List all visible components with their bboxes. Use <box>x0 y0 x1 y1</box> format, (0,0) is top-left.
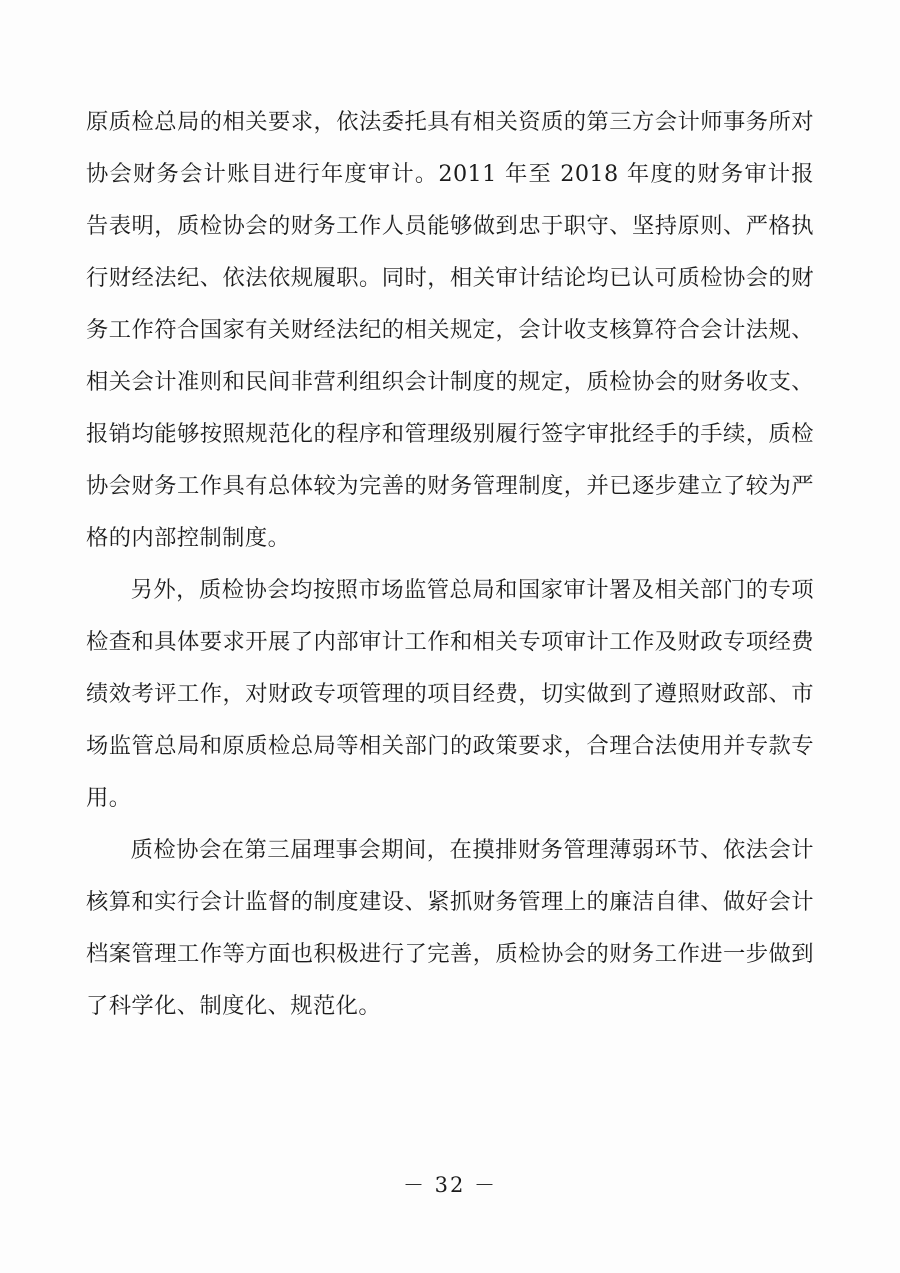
page-number: － 32 － <box>402 1173 498 1197</box>
page-content <box>86 96 814 1032</box>
paragraph-3: 质检协会在第三届理事会期间，在摸排财务管理薄弱环节、依法会计核算和实行会计监督的制度建设、紧抓财务管理上的廉洁自律、做好会计档案管理工作等方面也积极进行了完善，质检协会的财务工作进一步做到了科学化、制度化、规范化。 <box>86 837 814 1019</box>
paragraph-2: 另外，质检协会均按照市场监管总局和国家审计署及相关部门的专项检查和具体要求开展了内部审计工作和相关专项审计工作及财政专项经费绩效考评工作，对财政专项管理的项目经费，切实做到了遵照财政部、市场监管总局和原质检总局等相关部门的政策要求，合理合法使用并专款专用。 <box>86 577 814 811</box>
paragraph-1: 原质检总局的相关要求，依法委托具有相关资质的第三方会计师事务所对协会财务会计账目进行年度审计。2011 年至 2018 年度的财务审计报告表明，质检协会的财务工作人员能够做到忠于职守、坚持原则、严格执行财经法纪、依法依规履职。同时，相关审计结论均已认可质检协会的财务工作符合国家有关财经法纪的相关规定，会计收支核算符合会计法规、相关会计准则和民间非营利组织会计制度的规定，质检协会的财务收支、报销均能够按照规范化的程序和管理级别履行签字审批经手的手续，质检协会财务工作具有总体较为完善的财务管理制度，并已逐步建立了较为严格的内部控制制度。 <box>86 109 814 551</box>
